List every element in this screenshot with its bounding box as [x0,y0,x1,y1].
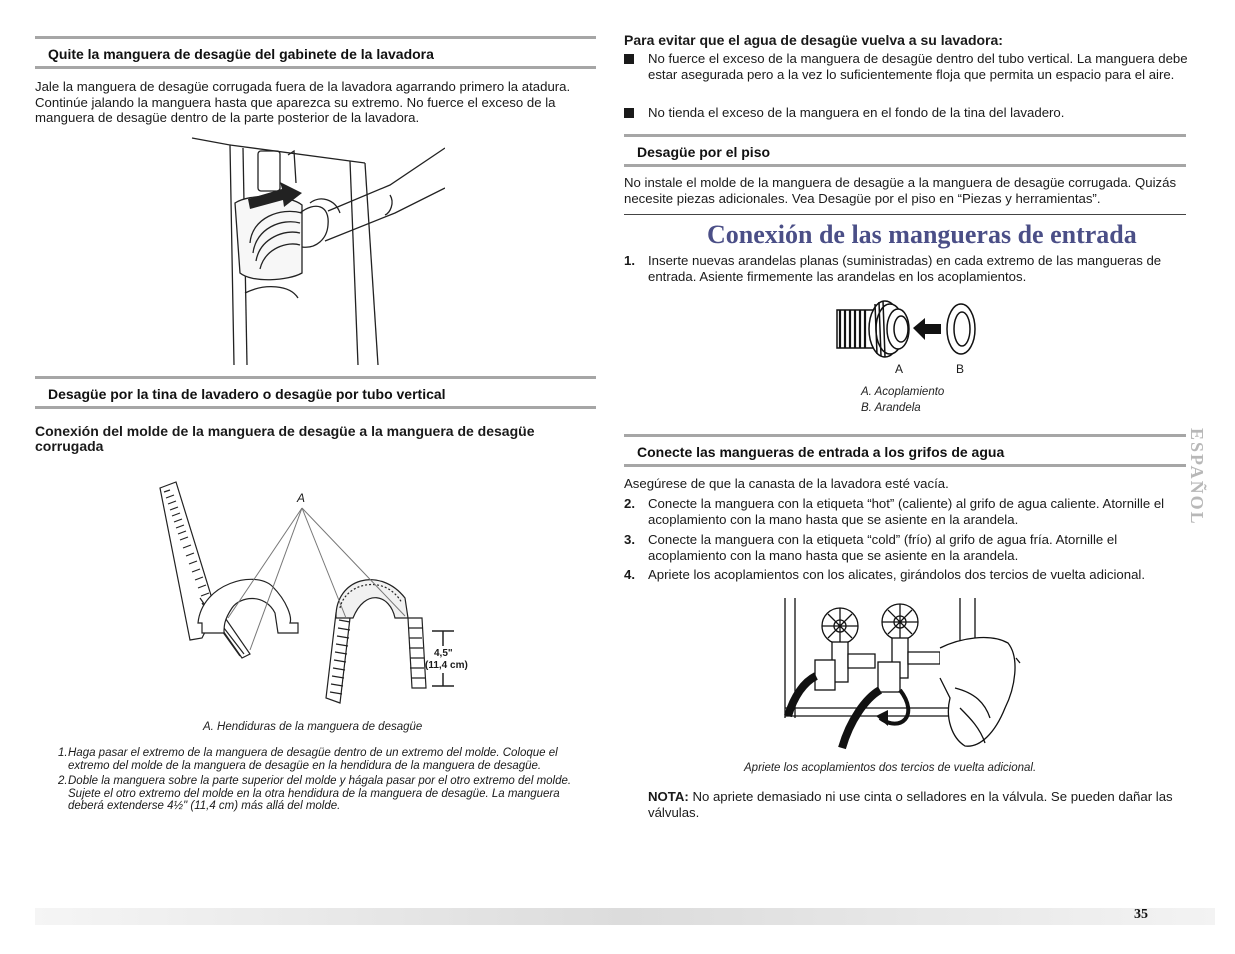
section-heading-floor-drain [624,134,1186,167]
empty-basket-paragraph: Asegúrese de que la canasta de la lavadora esté vacía. [624,476,949,491]
section-heading-standpipe [35,376,596,409]
backflow-bullet-1: No fuerce el exceso de la manguera de desagüe dentro del tubo vertical. La manguera debe estar asegurada pero a la vez lo suficientemente floja que permita un espacio para el aire. [648,51,1188,82]
inlet-step-4-number: 4. [624,567,635,582]
heading-text: Desagüe por el piso [637,144,771,160]
dimension-value: 4,5" [434,648,453,659]
note-label: NOTA: [648,789,689,804]
prevent-backflow-heading: Para evitar que el agua de desagüe vuelva a su lavadora: [624,32,1003,48]
heading-text: Quite la manguera de desagüe del gabinete de la lavadora [48,46,434,62]
form-step-2-text: Doble la manguera sobre la parte superior del molde y hágala pasar por el otro extremo del molde. Sujete el otro extremo del molde en la otra hendidura de la manguera de desagüe. La manguera deberá extenderse 4½" (11,4 cm) más allá del molde. [68,775,572,812]
inlet-step-3-text: Conecte la manguera con la etiqueta “cold” (frío) al grifo de agua fría. Atornille el acoplamiento con la mano hasta que se asiente en la arandela. [648,532,1118,563]
note-paragraph [648,789,1188,820]
faucet-tightening-illustration [780,598,1030,753]
form-step-2-number: 2. [58,775,68,787]
faucet-figure-caption: Apriete los acoplamientos dos tercios de vuelta adicional. [744,762,1037,774]
bullet-marker [624,108,634,118]
section-heading-remove-hose [35,36,596,69]
hose-figure-label-a: A [297,491,306,505]
form-step-1-number: 1. [58,747,68,759]
inlet-step-4-text: Apriete los acoplamientos con los alicates, girándolos dos tercios de vuelta adicional. [648,567,1146,582]
hose-figure-caption: A. Hendiduras de la manguera de desagüe [203,721,423,733]
drain-hose-form-illustration [150,478,480,708]
heading-text: Desagüe por la tina de lavadero o desagüe por tubo vertical [48,386,446,402]
floor-drain-paragraph: No instale el molde de la manguera de desagüe a la manguera de desagüe corrugada. Quizás necesite piezas adicionales. Vea Desagüe por el piso en “Piezas y herramientas”. [624,175,1177,206]
legend-coupling: A. Acoplamiento [861,386,945,398]
washer-back-illustration [190,133,445,365]
inlet-step-2-text: Conecte la manguera con la etiqueta “hot” (caliente) al grifo de agua caliente. Atornille el acoplamiento con la mano hasta que se asiente en la arandela. [648,496,1165,527]
footer-gradient-bar [35,908,1215,925]
inlet-step-1-number: 1. [624,253,635,268]
form-step-1-text: Haga pasar el extremo de la manguera de desagüe dentro de un extremo del molde. Coloque el extremo del molde de la manguera de desagüe en la hendidura de la manguera de desagüe. [68,747,558,772]
inlet-step-3-number: 3. [624,532,635,547]
form-connection-subheading: Conexión del molde de la manguera de desagüe a la manguera de desagüe corrugada [35,423,535,454]
page-title: Conexión de las mangueras de entrada [707,220,1137,249]
inlet-step-2-number: 2. [624,496,635,511]
dimension-metric: (11,4 cm) [425,660,468,671]
coupling-washer-illustration [835,298,980,360]
language-side-tab: ESPAÑOL [1187,428,1207,526]
coupling-label-a: A [895,362,904,376]
legend-washer: B. Arandela [861,402,921,414]
washer-label-b: B [956,362,965,376]
page-number: 35 [1134,907,1148,922]
section-heading-connect-faucets [624,434,1186,467]
note-text: No apriete demasiado ni use cinta o selladores en la válvula. Se pueden dañar las válvulas. [648,789,1173,820]
remove-hose-paragraph: Jale la manguera de desagüe corrugada fuera de la lavadora agarrando primero la atadura. Continúe jalando la manguera hasta que aparezca su extremo. No fuerce el exceso de la manguera de desagüe dentro de la parte posterior de la lavadora. [35,79,571,125]
bullet-marker [624,54,634,64]
inlet-step-1-text: Inserte nuevas arandelas planas (suministradas) en cada extremo de las mangueras de entrada. Asiente firmemente las arandelas en los acoplamientos. [648,253,1162,284]
title-divider [624,214,1186,215]
heading-text: Conecte las mangueras de entrada a los grifos de agua [637,444,1005,460]
backflow-bullet-2: No tienda el exceso de la manguera en el fondo de la tina del lavadero. [648,105,1065,120]
